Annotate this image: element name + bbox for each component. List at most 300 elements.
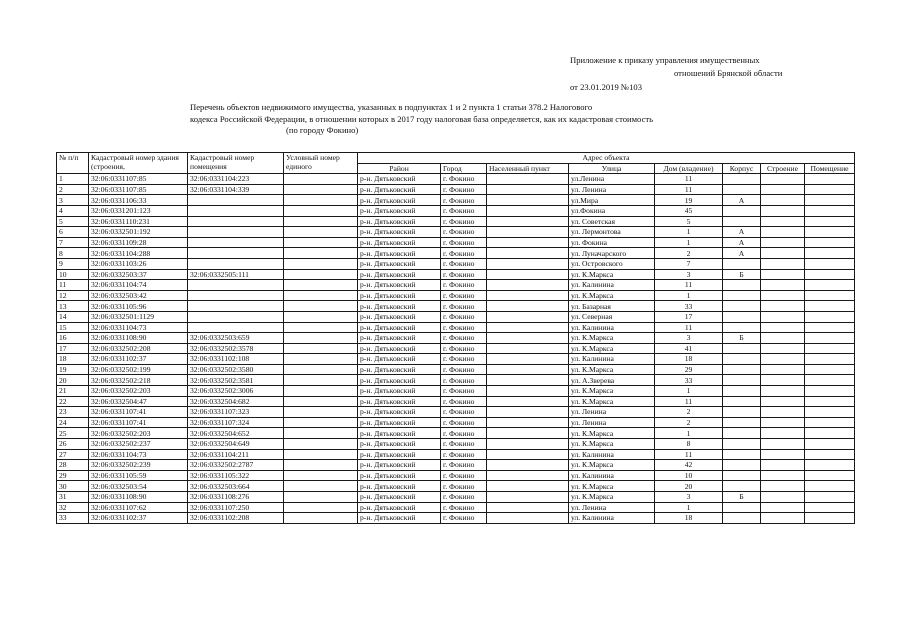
cell-pomeshenie <box>805 195 855 206</box>
cell-num: 28 <box>57 460 89 471</box>
cell-num: 17 <box>57 343 89 354</box>
cell-raion: р-н. Дятьковский <box>358 364 441 375</box>
cell-raion: р-н. Дятьковский <box>358 290 441 301</box>
table-row <box>57 195 855 206</box>
cell-raion: р-н. Дятьковский <box>358 333 441 344</box>
cell-stroenie <box>761 502 805 513</box>
cell-kad-building: 32:06:0331110:231 <box>89 216 188 227</box>
cell-conditional <box>284 460 358 471</box>
cell-street: ул. Ленина <box>569 407 655 418</box>
cell-stroenie <box>761 258 805 269</box>
cell-korpus <box>723 205 761 216</box>
cell-pomeshenie <box>805 333 855 344</box>
table-row <box>57 280 855 291</box>
cell-gorod: г. Фокино <box>441 481 487 492</box>
cell-conditional <box>284 407 358 418</box>
cell-num: 8 <box>57 248 89 259</box>
cell-kad-building: 32:06:0332502:218 <box>89 375 188 386</box>
appendix-date-number: от 23.01.2019 №103 <box>570 82 642 92</box>
cell-num: 32 <box>57 502 89 513</box>
cell-pomeshenie <box>805 184 855 195</box>
cell-house: 2 <box>655 248 723 259</box>
cell-kad-building: 32:06:0331103:26 <box>89 258 188 269</box>
cell-stroenie <box>761 248 805 259</box>
table-row <box>57 481 855 492</box>
cell-house: 1 <box>655 237 723 248</box>
cell-kad-room <box>188 322 284 333</box>
cell-raion: р-н. Дятьковский <box>358 301 441 312</box>
cell-gorod: г. Фокино <box>441 280 487 291</box>
cell-gorod: г. Фокино <box>441 205 487 216</box>
cell-gorod: г. Фокино <box>441 396 487 407</box>
cell-stroenie <box>761 322 805 333</box>
cell-gorod: г. Фокино <box>441 174 487 185</box>
cell-conditional <box>284 386 358 397</box>
cell-house: 33 <box>655 301 723 312</box>
cell-num: 21 <box>57 386 89 397</box>
table-row <box>57 439 855 450</box>
table-row <box>57 333 855 344</box>
table-row <box>57 492 855 503</box>
cell-kad-building: 32:06:0332503:42 <box>89 290 188 301</box>
cell-kad-building: 32:06:0332502:239 <box>89 460 188 471</box>
cell-gorod: г. Фокино <box>441 502 487 513</box>
cell-street: ул. Калинина <box>569 513 655 524</box>
cell-num: 16 <box>57 333 89 344</box>
cell-street: ул. К.Маркса <box>569 439 655 450</box>
cell-street: ул. К.Маркса <box>569 396 655 407</box>
table-row <box>57 354 855 365</box>
table-row <box>57 184 855 195</box>
cell-stroenie <box>761 439 805 450</box>
cell-raion: р-н. Дятьковский <box>358 195 441 206</box>
cell-kad-room: 32:06:0332505:111 <box>188 269 284 280</box>
cell-gorod: г. Фокино <box>441 364 487 375</box>
appendix-line-1: Приложение к приказу управления имущественных <box>570 55 760 65</box>
cell-house: 11 <box>655 280 723 291</box>
cell-house: 2 <box>655 407 723 418</box>
cell-house: 1 <box>655 428 723 439</box>
cell-conditional <box>284 396 358 407</box>
cell-pomeshenie <box>805 481 855 492</box>
cell-korpus <box>723 184 761 195</box>
cell-pomeshenie <box>805 354 855 365</box>
cell-kad-building: 32:06:0331104:73 <box>89 322 188 333</box>
cell-house: 33 <box>655 375 723 386</box>
cell-gorod: г. Фокино <box>441 227 487 238</box>
cell-kad-building: 32:06:0332502:203 <box>89 386 188 397</box>
cell-conditional <box>284 301 358 312</box>
cell-house: 7 <box>655 258 723 269</box>
cell-stroenie <box>761 481 805 492</box>
cell-conditional <box>284 449 358 460</box>
cell-korpus <box>723 502 761 513</box>
cell-house: 41 <box>655 343 723 354</box>
cell-num: 25 <box>57 428 89 439</box>
table-row <box>57 301 855 312</box>
cell-kad-building: 32:06:0332503:54 <box>89 481 188 492</box>
cell-house: 11 <box>655 449 723 460</box>
cell-num: 5 <box>57 216 89 227</box>
cell-kad-room: 32:06:0332502:3578 <box>188 343 284 354</box>
cell-pomeshenie <box>805 396 855 407</box>
cell-kad-room <box>188 227 284 238</box>
cell-house: 3 <box>655 492 723 503</box>
cell-kad-room: 32:06:0331107:250 <box>188 502 284 513</box>
cell-num: 19 <box>57 364 89 375</box>
cell-street: ул. Советская <box>569 216 655 227</box>
cell-korpus <box>723 301 761 312</box>
cell-house: 10 <box>655 470 723 481</box>
cell-num: 2 <box>57 184 89 195</box>
cell-pomeshenie <box>805 386 855 397</box>
cell-stroenie <box>761 269 805 280</box>
header-address: Адрес объекта <box>358 153 855 164</box>
cell-num: 31 <box>57 492 89 503</box>
cell-house: 1 <box>655 227 723 238</box>
cell-np <box>487 322 569 333</box>
table-row <box>57 174 855 185</box>
cell-korpus: А <box>723 248 761 259</box>
cell-stroenie <box>761 333 805 344</box>
table-row <box>57 290 855 301</box>
cell-pomeshenie <box>805 449 855 460</box>
cell-num: 1 <box>57 174 89 185</box>
cell-stroenie <box>761 343 805 354</box>
cell-street: ул. К.Маркса <box>569 269 655 280</box>
cell-gorod: г. Фокино <box>441 386 487 397</box>
cell-raion: р-н. Дятьковский <box>358 237 441 248</box>
cell-korpus <box>723 417 761 428</box>
cell-kad-room: 32:06:0332502:3580 <box>188 364 284 375</box>
cell-house: 18 <box>655 513 723 524</box>
cell-street: ул.Фокина <box>569 205 655 216</box>
cell-kad-room: 32:06:0331105:322 <box>188 470 284 481</box>
cell-num: 18 <box>57 354 89 365</box>
cell-street: ул. К.Маркса <box>569 364 655 375</box>
cell-np <box>487 417 569 428</box>
cell-korpus: Б <box>723 333 761 344</box>
cell-np <box>487 269 569 280</box>
cell-gorod: г. Фокино <box>441 439 487 450</box>
cell-kad-room: 32:06:0331104:223 <box>188 174 284 185</box>
cell-stroenie <box>761 460 805 471</box>
table-row <box>57 343 855 354</box>
cell-stroenie <box>761 417 805 428</box>
cell-pomeshenie <box>805 470 855 481</box>
cell-street: ул. Калинина <box>569 449 655 460</box>
cell-house: 11 <box>655 396 723 407</box>
cell-kad-building: 32:06:0332502:203 <box>89 428 188 439</box>
cell-stroenie <box>761 492 805 503</box>
cell-stroenie <box>761 311 805 322</box>
cell-stroenie <box>761 301 805 312</box>
header-np: Населенный пункт <box>487 163 569 174</box>
cell-kad-building: 32:06:0331108:90 <box>89 492 188 503</box>
cell-raion: р-н. Дятьковский <box>358 470 441 481</box>
cell-gorod: г. Фокино <box>441 513 487 524</box>
cell-korpus <box>723 449 761 460</box>
table-row <box>57 470 855 481</box>
cell-pomeshenie <box>805 460 855 471</box>
cell-gorod: г. Фокино <box>441 322 487 333</box>
cell-conditional <box>284 439 358 450</box>
cell-gorod: г. Фокино <box>441 216 487 227</box>
cell-gorod: г. Фокино <box>441 470 487 481</box>
cell-stroenie <box>761 407 805 418</box>
table-row <box>57 364 855 375</box>
table-body <box>57 174 855 524</box>
cell-korpus <box>723 386 761 397</box>
cell-kad-room <box>188 280 284 291</box>
cell-street: ул. А.Зверева <box>569 375 655 386</box>
cell-house: 11 <box>655 184 723 195</box>
cell-kad-room <box>188 290 284 301</box>
cell-pomeshenie <box>805 417 855 428</box>
cell-gorod: г. Фокино <box>441 248 487 259</box>
cell-street: ул. К.Маркса <box>569 333 655 344</box>
cell-korpus <box>723 311 761 322</box>
cell-house: 1 <box>655 386 723 397</box>
cell-house: 18 <box>655 354 723 365</box>
table-row <box>57 258 855 269</box>
cell-num: 10 <box>57 269 89 280</box>
cell-kad-room: 32:06:0332502:3006 <box>188 386 284 397</box>
cell-korpus <box>723 428 761 439</box>
cell-num: 24 <box>57 417 89 428</box>
cell-kad-room: 32:06:0332504:682 <box>188 396 284 407</box>
cell-np <box>487 354 569 365</box>
cell-num: 14 <box>57 311 89 322</box>
cell-korpus <box>723 258 761 269</box>
cell-pomeshenie <box>805 174 855 185</box>
cell-raion: р-н. Дятьковский <box>358 417 441 428</box>
cell-pomeshenie <box>805 343 855 354</box>
cell-kad-building: 32:06:0331107:41 <box>89 407 188 418</box>
cell-np <box>487 460 569 471</box>
cell-raion: р-н. Дятьковский <box>358 396 441 407</box>
title-line-2: кодекса Российской Федерации, в отношении которых в 2017 году налоговая база определяется, как их кадастровая стоимость <box>190 113 654 124</box>
cell-kad-building: 32:06:0331201:123 <box>89 205 188 216</box>
cell-raion: р-н. Дятьковский <box>358 205 441 216</box>
cell-house: 19 <box>655 195 723 206</box>
cell-raion: р-н. Дятьковский <box>358 174 441 185</box>
cell-stroenie <box>761 184 805 195</box>
cell-kad-building: 32:06:0331107:41 <box>89 417 188 428</box>
cell-pomeshenie <box>805 227 855 238</box>
cell-np <box>487 280 569 291</box>
cell-kad-room <box>188 301 284 312</box>
cell-pomeshenie <box>805 428 855 439</box>
cell-pomeshenie <box>805 237 855 248</box>
table-row <box>57 513 855 524</box>
cell-conditional <box>284 248 358 259</box>
table-row <box>57 460 855 471</box>
cell-raion: р-н. Дятьковский <box>358 216 441 227</box>
cell-kad-room: 32:06:0331102:208 <box>188 513 284 524</box>
cell-num: 33 <box>57 513 89 524</box>
cell-np <box>487 301 569 312</box>
cell-conditional <box>284 513 358 524</box>
table-row <box>57 227 855 238</box>
cell-house: 3 <box>655 333 723 344</box>
cell-np <box>487 513 569 524</box>
cell-gorod: г. Фокино <box>441 311 487 322</box>
cell-np <box>487 407 569 418</box>
cell-raion: р-н. Дятьковский <box>358 311 441 322</box>
cell-np <box>487 333 569 344</box>
cell-gorod: г. Фокино <box>441 237 487 248</box>
cell-stroenie <box>761 227 805 238</box>
table-row <box>57 417 855 428</box>
cell-raion: р-н. Дятьковский <box>358 280 441 291</box>
cell-street: ул. Ленина <box>569 417 655 428</box>
cell-np <box>487 375 569 386</box>
cell-street: ул. Калинина <box>569 470 655 481</box>
cell-kad-building: 32:06:0332501:192 <box>89 227 188 238</box>
cell-num: 22 <box>57 396 89 407</box>
cell-conditional <box>284 216 358 227</box>
cell-korpus <box>723 396 761 407</box>
cell-kad-room: 32:06:0331107:324 <box>188 417 284 428</box>
cell-stroenie <box>761 364 805 375</box>
cell-conditional <box>284 375 358 386</box>
header-num: № п/п <box>57 153 89 174</box>
cell-np <box>487 428 569 439</box>
cell-raion: р-н. Дятьковский <box>358 354 441 365</box>
cell-kad-room: 32:06:0332502:2787 <box>188 460 284 471</box>
cell-conditional <box>284 280 358 291</box>
cell-kad-building: 32:06:0331108:90 <box>89 333 188 344</box>
cell-korpus <box>723 290 761 301</box>
cell-korpus: Б <box>723 269 761 280</box>
cell-num: 4 <box>57 205 89 216</box>
cell-street: ул. Калинина <box>569 280 655 291</box>
cell-conditional <box>284 364 358 375</box>
cell-pomeshenie <box>805 216 855 227</box>
cell-gorod: г. Фокино <box>441 301 487 312</box>
cell-kad-building: 32:06:0331104:74 <box>89 280 188 291</box>
cell-gorod: г. Фокино <box>441 290 487 301</box>
cell-street: ул. К.Маркса <box>569 460 655 471</box>
cell-raion: р-н. Дятьковский <box>358 227 441 238</box>
cell-conditional <box>284 258 358 269</box>
cell-pomeshenie <box>805 375 855 386</box>
cell-np <box>487 439 569 450</box>
cell-korpus <box>723 216 761 227</box>
cell-kad-building: 32:06:0332502:208 <box>89 343 188 354</box>
header-conditional-number: Условный номер единого <box>284 153 358 174</box>
cell-kad-building: 32:06:0331104:288 <box>89 248 188 259</box>
appendix-line-2: отношений Брянской области <box>674 67 783 78</box>
cell-gorod: г. Фокино <box>441 428 487 439</box>
cell-pomeshenie <box>805 502 855 513</box>
table-row <box>57 237 855 248</box>
cell-conditional <box>284 470 358 481</box>
cell-house: 1 <box>655 502 723 513</box>
cell-np <box>487 248 569 259</box>
cell-conditional <box>284 322 358 333</box>
cell-kad-room: 32:06:0331108:276 <box>188 492 284 503</box>
title-line-1: Перечень объектов недвижимого имущества, указанных в подпунктах 1 и 2 пункта 1 статьи 378.2 Налогового <box>190 102 593 112</box>
table-row <box>57 449 855 460</box>
cell-kad-building: 32:06:0331102:37 <box>89 354 188 365</box>
cell-street: ул. К.Маркса <box>569 386 655 397</box>
cell-pomeshenie <box>805 280 855 291</box>
cell-kad-room: 32:06:0332503:659 <box>188 333 284 344</box>
cell-korpus: А <box>723 237 761 248</box>
table-row <box>57 322 855 333</box>
cell-house: 42 <box>655 460 723 471</box>
cell-np <box>487 184 569 195</box>
cell-raion: р-н. Дятьковский <box>358 481 441 492</box>
cell-kad-building: 32:06:0331104:73 <box>89 449 188 460</box>
cell-stroenie <box>761 216 805 227</box>
cell-stroenie <box>761 470 805 481</box>
cell-kad-room <box>188 248 284 259</box>
cell-street: ул. Луначарского <box>569 248 655 259</box>
cell-house: 45 <box>655 205 723 216</box>
cell-street: ул. К.Маркса <box>569 428 655 439</box>
cell-street: ул. Калинина <box>569 354 655 365</box>
cell-np <box>487 502 569 513</box>
header-stroenie: Строение <box>761 163 805 174</box>
cell-pomeshenie <box>805 258 855 269</box>
cell-stroenie <box>761 354 805 365</box>
cell-num: 29 <box>57 470 89 481</box>
cell-conditional <box>284 481 358 492</box>
cell-np <box>487 216 569 227</box>
cell-gorod: г. Фокино <box>441 407 487 418</box>
cell-stroenie <box>761 174 805 185</box>
cell-conditional <box>284 492 358 503</box>
header-pomeshenie: Помещение <box>805 163 855 174</box>
cell-korpus <box>723 174 761 185</box>
cell-street: ул. К.Маркса <box>569 481 655 492</box>
header-kad-room: Кадастровый номер помещения <box>188 153 284 174</box>
cell-raion: р-н. Дятьковский <box>358 428 441 439</box>
cell-gorod: г. Фокино <box>441 375 487 386</box>
cell-stroenie <box>761 386 805 397</box>
header-gorod: Город <box>441 163 487 174</box>
cell-num: 12 <box>57 290 89 301</box>
cell-street: ул. Ленина <box>569 502 655 513</box>
table-row <box>57 375 855 386</box>
cell-raion: р-н. Дятьковский <box>358 184 441 195</box>
cell-kad-building: 32:06:0331107:62 <box>89 502 188 513</box>
cell-street: ул. К.Маркса <box>569 343 655 354</box>
cell-kad-room <box>188 205 284 216</box>
cell-gorod: г. Фокино <box>441 354 487 365</box>
cell-pomeshenie <box>805 407 855 418</box>
cell-conditional <box>284 205 358 216</box>
cell-korpus <box>723 513 761 524</box>
cell-np <box>487 343 569 354</box>
cell-raion: р-н. Дятьковский <box>358 502 441 513</box>
cell-conditional <box>284 502 358 513</box>
cell-street: ул. Базарная <box>569 301 655 312</box>
cell-street: ул. К.Маркса <box>569 492 655 503</box>
cell-street: ул.Ленина <box>569 174 655 185</box>
cell-np <box>487 174 569 185</box>
cell-num: 27 <box>57 449 89 460</box>
table-row <box>57 216 855 227</box>
table-row <box>57 248 855 259</box>
cell-conditional <box>284 269 358 280</box>
cell-np <box>487 290 569 301</box>
cell-num: 7 <box>57 237 89 248</box>
cell-kad-building: 32:06:0331107:85 <box>89 184 188 195</box>
